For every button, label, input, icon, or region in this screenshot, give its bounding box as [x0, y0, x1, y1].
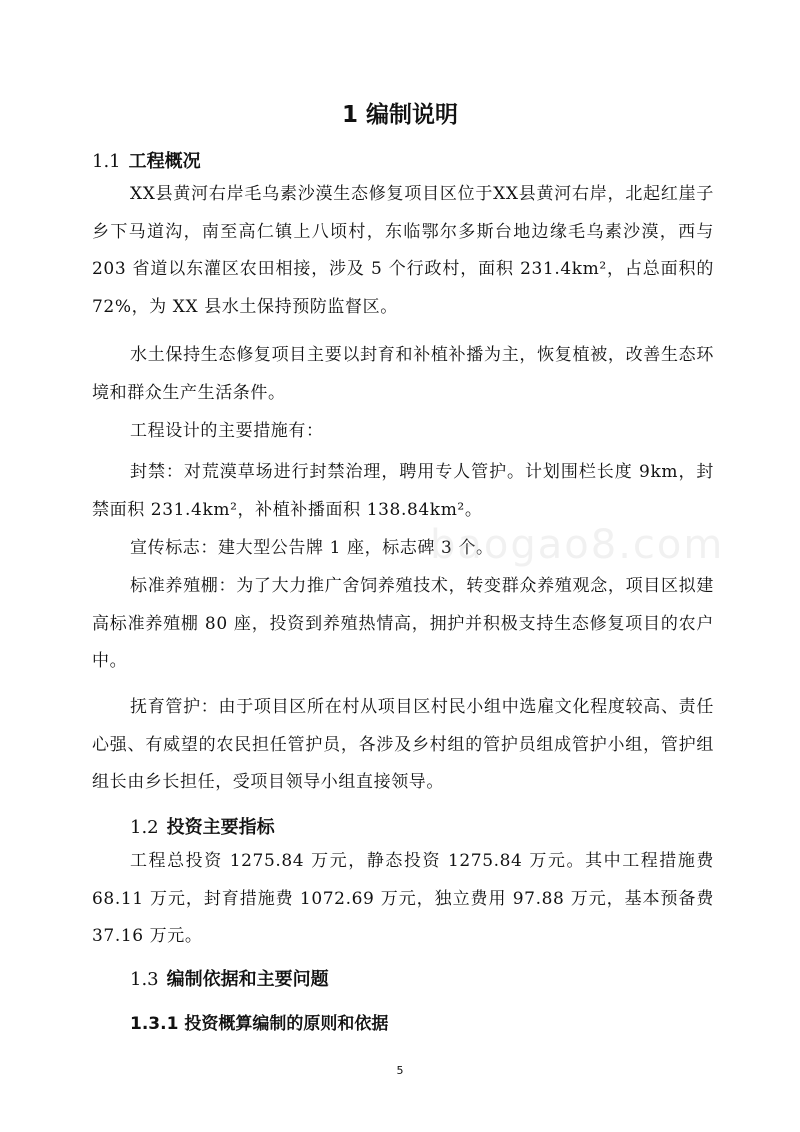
section-heading-1-1 [92, 147, 201, 173]
paragraph-management: 抚育管护：由于项目区所在村从项目区村民小组中选雇文化程度较高、责任心强、有威望的农民担任管护员，各涉及乡村组的管护员组成管护小组，管护组组长由乡长担任，受项目领导小组直接领导。 [92, 697, 714, 792]
paragraph-livestock-shed: 标准养殖棚：为了大力推广舍饲养殖技术，转变群众养殖观念，项目区拟建高标准养殖棚 80 座，投资到养殖热情高，拥护并积极支持生态修复项目的农户中。 [92, 576, 714, 671]
section-heading-1-2 [130, 813, 275, 839]
section-number: 1.3 [130, 969, 159, 990]
section-number: 1.2 [130, 817, 159, 838]
section-number: 1.1 [92, 151, 121, 172]
section-title: 编制依据和主要问题 [166, 969, 329, 990]
document-title: 1 编制说明 [341, 102, 458, 128]
paragraph-investment: 工程总投资 1275.84 万元，静态投资 1275.84 万元。其中工程措施费 68.11 万元，封育措施费 1072.69 万元，独立费用 97.88 万元，基本预备费 37.16 万元。 [92, 851, 714, 946]
paragraph-signage: 宣传标志：建大型公告牌 1 座，标志碑 3 个。 [130, 538, 494, 558]
paragraph-project-goal: 水土保持生态修复项目主要以封育和补植补播为主，恢复植被，改善生态环境和群众生产生活条件。 [92, 345, 714, 403]
paragraph-project-overview: XX县黄河右岸毛乌素沙漠生态修复项目区位于XX县黄河右岸，北起红崖子乡下马道沟，南至高仁镇上八顷村，东临鄂尔多斯台地边缘毛乌素沙漠，西与 203 省道以东灌区农田相接，涉及 5 个行政村，面积 231.4km²，占总面积的 72%，为 XX 县水土保持预防监督区。 [92, 184, 714, 317]
subsection-heading-1-3-1: 1.3.1 投资概算编制的原则和依据 [130, 1014, 389, 1034]
paragraph-enclosure: 封禁：对荒漠草场进行封禁治理，聘用专人管护。计划围栏长度 9km，封禁面积 231.4km²，补植补播面积 138.84km²。 [92, 462, 714, 520]
section-heading-1-3 [130, 965, 329, 991]
section-title: 工程概况 [128, 151, 201, 172]
section-title: 投资主要指标 [166, 817, 275, 838]
paragraph-main-measures-intro: 工程设计的主要措施有： [130, 421, 324, 441]
watermark: baogao8.com [430, 522, 725, 568]
page-number: 5 [396, 1064, 404, 1077]
